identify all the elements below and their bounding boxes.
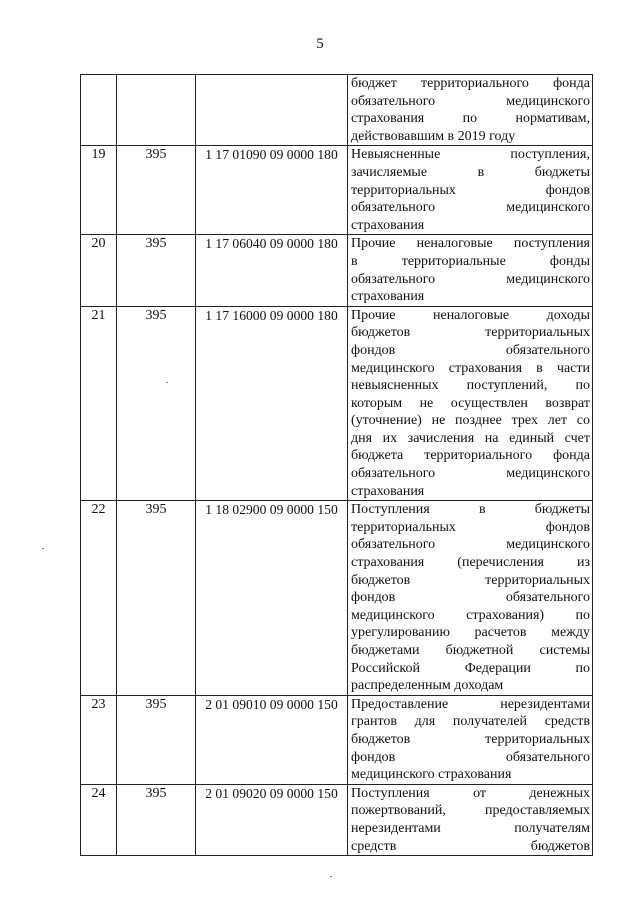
description-line: бюджетами бюджетной системы <box>351 643 590 658</box>
kbk-code-cell: 2 01 09020 09 0000 150 <box>196 784 348 855</box>
description-line: Прочие неналоговые поступления <box>351 236 590 252</box>
description-line: обязательного медицинского <box>351 271 590 287</box>
description-line: бюджета территориального фонда <box>351 448 590 464</box>
budget-revenue-table <box>80 74 593 856</box>
admin-code-cell: 395 <box>117 146 196 235</box>
description-line: Поступления в бюджеты <box>351 502 590 518</box>
row-number-cell: 22 <box>81 501 117 696</box>
description-cell <box>348 306 593 501</box>
description-line: в территориальные фонды <box>351 253 590 269</box>
row-number-cell: 23 <box>81 695 117 784</box>
page-number: 5 <box>316 36 324 52</box>
table-body <box>81 75 593 856</box>
description-line: страхования (перечисления из <box>351 555 590 571</box>
description-line: нерезидентами получателям <box>351 820 590 836</box>
description-cell <box>348 784 593 855</box>
description-line: обязательного медицинского <box>351 537 590 553</box>
description-line: обязательного медицинского <box>351 93 590 109</box>
kbk-code-cell: 1 17 16000 09 0000 180 <box>196 306 348 501</box>
description-line: невыясненных поступлений, по <box>351 378 590 394</box>
kbk-code-cell: 1 17 01090 09 0000 180 <box>196 146 348 235</box>
description-line: Невыясненные поступления, <box>351 147 590 163</box>
description-line: зачисляемые в бюджеты <box>351 164 590 180</box>
description-line: территориальных фондов <box>351 519 590 535</box>
description-line: средств бюджетов <box>351 838 590 854</box>
description-line: фондов обязательного <box>351 590 590 606</box>
scan-speck <box>166 382 168 383</box>
description-line: Поступления от денежных <box>351 785 590 801</box>
kbk-code-cell: 1 18 02900 09 0000 150 <box>196 501 348 696</box>
row-number-cell: 20 <box>81 235 117 306</box>
description-line: территориальных фондов <box>351 182 590 198</box>
row-number-cell: 19 <box>81 146 117 235</box>
description-line: бюджетов территориальных <box>351 731 590 747</box>
kbk-code-cell: 2 01 09010 09 0000 150 <box>196 695 348 784</box>
table-row <box>81 501 593 696</box>
description-line: Прочие неналоговые доходы <box>351 307 590 323</box>
description-line: Российской Федерации по <box>351 660 590 676</box>
description-line: которым не осуществлен возврат <box>351 395 590 411</box>
row-number-cell <box>81 75 117 146</box>
description-line: (уточнение) не позднее трех лет со <box>351 413 590 429</box>
admin-code-cell: 395 <box>117 306 196 501</box>
description-line: дня их зачисления на единый счет <box>351 430 590 446</box>
description-line: фондов обязательного <box>351 749 590 765</box>
scan-speck <box>42 548 44 549</box>
table-row <box>81 146 593 235</box>
description-line: урегулированию расчетов между <box>351 625 590 641</box>
description-line: пожертвований, предоставляемых <box>351 803 590 819</box>
description-line: страхования <box>351 217 425 233</box>
description-cell <box>348 75 593 146</box>
admin-code-cell: 395 <box>117 784 196 855</box>
kbk-code-cell: 1 17 06040 09 0000 180 <box>196 235 348 306</box>
description-line: действовавшим в 2019 году <box>351 128 516 144</box>
description-line: медицинского страхования <box>351 767 512 783</box>
kbk-code-cell <box>196 75 348 146</box>
description-line: бюджетов территориальных <box>351 572 590 588</box>
description-line: обязательного медицинского <box>351 200 590 216</box>
description-line: медицинского страхования в части <box>351 360 590 376</box>
admin-code-cell: 395 <box>117 695 196 784</box>
description-line: страхования <box>351 289 425 305</box>
description-line: бюджет территориального фонда <box>351 76 590 91</box>
scan-speck <box>330 876 332 877</box>
row-number-cell: 24 <box>81 784 117 855</box>
table-row <box>81 75 593 146</box>
description-cell <box>348 235 593 306</box>
row-number-cell: 21 <box>81 306 117 501</box>
description-cell <box>348 695 593 784</box>
description-line: Предоставление нерезидентами <box>351 696 590 712</box>
table-row <box>81 695 593 784</box>
description-cell <box>348 146 593 235</box>
description-line: медицинского страхования) по <box>351 607 590 623</box>
description-line: обязательного медицинского <box>351 466 590 482</box>
admin-code-cell: 395 <box>117 501 196 696</box>
description-cell <box>348 501 593 696</box>
table-row <box>81 306 593 501</box>
table-row <box>81 784 593 855</box>
admin-code-cell: 395 <box>117 235 196 306</box>
description-line: бюджетов территориальных <box>351 325 590 341</box>
admin-code-cell <box>117 75 196 146</box>
description-line: страхования по нормативам, <box>351 111 590 127</box>
description-line: страхования <box>351 483 425 499</box>
description-line: грантов для получателей средств <box>351 714 590 730</box>
table-row <box>81 235 593 306</box>
description-line: распределенным доходам <box>351 678 504 694</box>
description-line: фондов обязательного <box>351 342 590 358</box>
